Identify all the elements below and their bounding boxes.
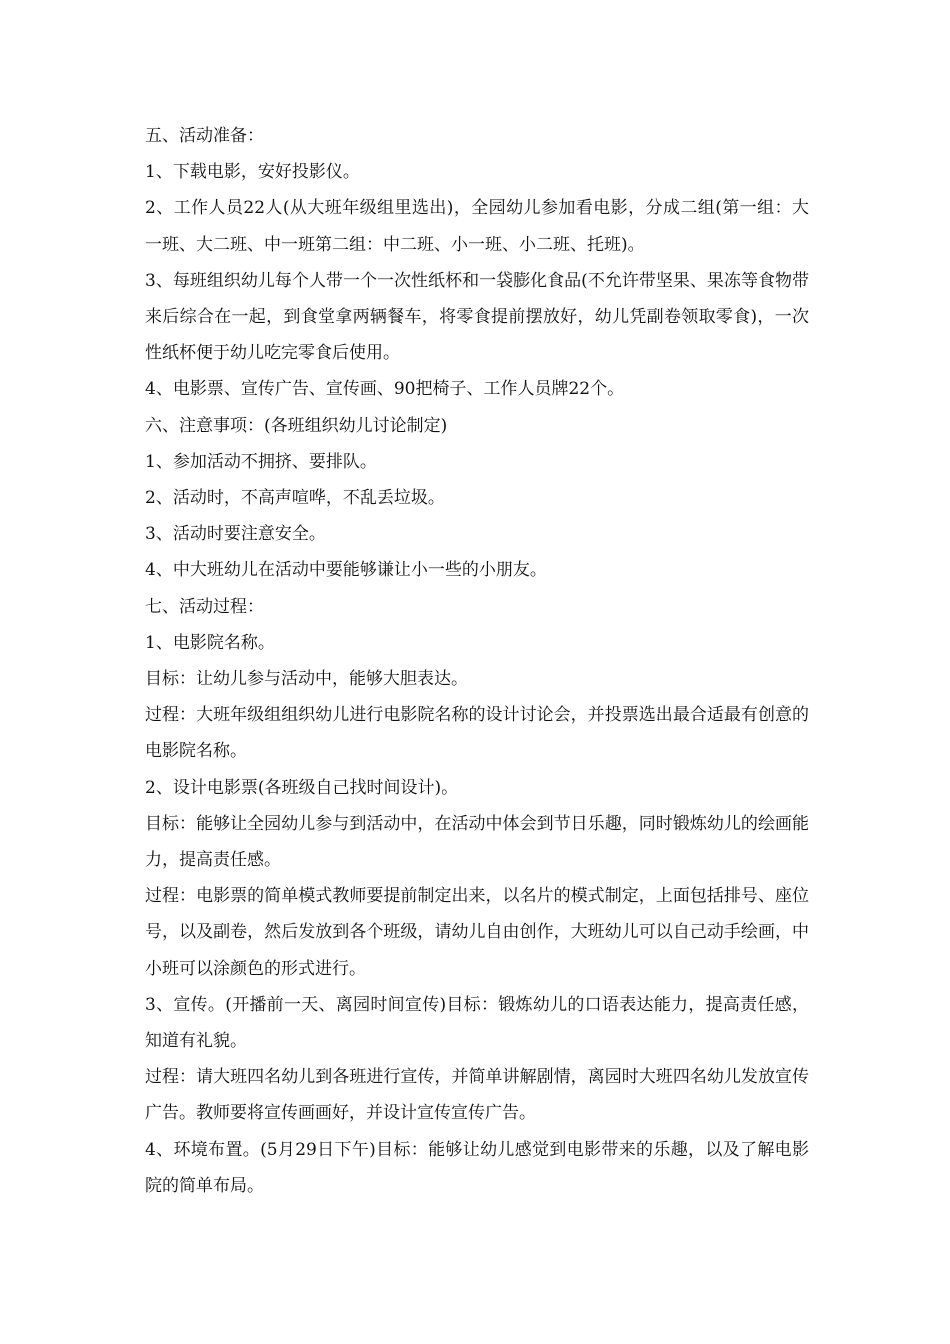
list-item: 2、设计电影票(各班级自己找时间设计)。 [145,777,459,798]
process-paragraph: 过程：请大班四名幼儿到各班进行宣传，并简单讲解剧情，离园时大班四名幼儿发放宣传广告。教师要将宣传画画好，并设计宣传宣传广告。 [145,1067,809,1124]
goal-paragraph: 目标：能够让全园幼儿参与到活动中，在活动中体会到节日乐趣，同时锻炼幼儿的绘画能力，提高责任感。 [145,813,809,871]
process-paragraph: 过程：电影票的简单模式教师要提前制定出来，以名片的模式制定，上面包括排号、座位号，以及副卷，然后发放到各个班级，请幼儿自由创作，大班幼儿可以自己动手绘画，中小班可以涂颜色的形式进行。 [145,886,809,979]
section-heading-notes: 六、注意事项：(各班组织幼儿讨论制定) [145,415,448,436]
process-paragraph: 过程：大班年级组组织幼儿进行电影院名称的设计讨论会，并投票选出最合适最有创意的电影院名称。 [145,705,809,762]
list-item: 1、参加活动不拥挤、要排队。 [145,451,377,472]
list-item: 4、环境布置。(5月29日下午)目标：能够让幼儿感觉到电影带来的乐趣，以及了解电影院的简单布局。 [145,1139,809,1196]
list-item: 1、下载电影，安好投影仪。 [145,162,360,183]
goal-paragraph: 目标：让幼儿参与活动中，能够大胆表达。 [145,669,468,690]
section-heading-preparation: 五、活动准备： [145,126,264,146]
list-item: 2、工作人员22人(从大班年级组里选出)，全园幼儿参加看电影，分成二组(第一组：大一班、大二班、中一班第二组：中二班、小一班、小二班、托班)。 [145,198,809,255]
list-item: 1、电影院名称。 [145,632,275,653]
list-item: 3、活动时要注意安全。 [145,524,326,545]
list-item: 2、活动时，不高声喧哗，不乱丢垃圾。 [145,488,445,509]
list-item: 3、每班组织幼儿每个人带一个一次性纸杯和一袋膨化食品(不允许带坚果、果冻等食物带来后综合在一起，到食堂拿两辆餐车，将零食提前摆放好，幼儿凭副卷领取零食)，一次性纸杯便于幼儿吃完零食后使用。 [145,270,809,364]
list-item: 4、中大班幼儿在活动中要能够谦让小一些的小朋友。 [145,560,547,581]
section-heading-process: 七、活动过程： [145,596,264,617]
document-page [145,118,809,1204]
list-item: 4、电影票、宣传广告、宣传画、90把椅子、工作人员牌22个。 [145,379,625,400]
list-item: 3、宣传。(开播前一天、离园时间宣传)目标：锻炼幼儿的口语表达能力，提高责任感，知道有礼貌。 [145,994,809,1052]
